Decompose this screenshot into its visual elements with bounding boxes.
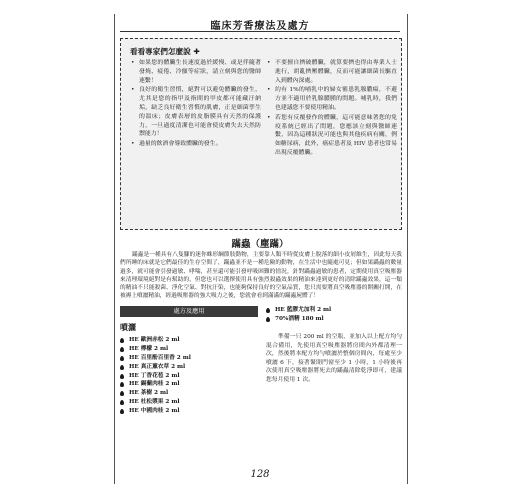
ingredient-label: HE 百里酚百里香 2 ml — [129, 354, 191, 361]
advice-item: • 若您有反覆發作的體臟，這可能意味著您的免疫系統已經出了問題，您應該立刻與醫師連繫，因為這種狀況可能也與其他疾病有關，例如糖尿病，此外，癌症患者及 HIV 患者也常易出現反覆體臟。 — [267, 114, 397, 158]
drop-icon — [120, 338, 124, 343]
drop-icon — [120, 365, 124, 370]
section-title: 蹣蟲（塵蹣） — [231, 239, 289, 250]
drop-icon — [120, 400, 124, 405]
header-rule — [120, 31, 400, 32]
ingredient-label: HE 藍膠尤加利 2 ml — [275, 307, 332, 313]
expert-advice-right-column — [267, 59, 397, 159]
running-head: 臨床芳香療法及處方 — [210, 21, 310, 32]
expert-advice-left-column — [131, 59, 261, 150]
ingredient-label: HE 歐洲赤松 2 ml — [129, 337, 180, 343]
ingredient-label: HE 中國肉桂 2 ml — [129, 408, 180, 415]
ingredient-list-left — [120, 336, 258, 416]
drop-icon — [266, 308, 270, 313]
page-number: 128 — [250, 469, 270, 480]
advice-item: • 良好的衛生習慣，絕對可以避免體臟的發生，尤其是您的指甲及指間的甲皮都可能藏汙納垢，缺乏良好衛生習慣的肌膚，正是細菌孳生的溫床；皮膚表層的皮脂膜具有天然的保護力，一旦過度清潔也可能會使皮膚失去天然防禦能力！ — [131, 86, 261, 139]
advice-item: • 如果您的體臟生長速度過於緩慢、或是伴隨著發燒、疲倦、冷顫等症狀，請立刻與您的醫師連繫！ — [131, 59, 261, 85]
recipe-instructions: 準備一只 200 ml 的空瓶，並加入以上配方均勻混合備用，先使用真空吸塵器將房間內外都清理一次，然後將本配方均勻噴灑於整個房間內，每處至少噴灑 6 下，接著緊閉門窗至少 1 小時，1 小時後再次使用真空吸塵器將死去的蹣蟲清除乾淨即可，建議您每月使用 1 次。 — [266, 334, 402, 383]
advice-item: • 約有 1%的哺乳中的婦女罹患乳腺膿瘍，不避方並不適用於乳腺膿腫的問題。哺乳時，我們也建議您不要使用精油。 — [267, 86, 397, 112]
drop-icon — [120, 382, 124, 387]
recipe-header: 處方及應用 — [120, 306, 258, 317]
ingredient-item — [120, 363, 258, 372]
ingredient-item — [120, 389, 258, 398]
drop-icon — [120, 391, 124, 396]
ingredient-list-right — [266, 306, 402, 324]
ingredient-label: HE 丁香花苞 2 ml — [129, 372, 180, 379]
recipe-method-title: 噴灑 — [120, 323, 136, 332]
page-edge-left — [114, 14, 115, 484]
ingredient-item — [266, 315, 402, 324]
advice-item: • 不要擅自擠破體臟，就算要擠也得由專業人士進行，胡亂擠壓體臟，反而可能讓細菌長驅直入到體內深處。 — [267, 59, 397, 85]
drop-icon — [266, 317, 270, 322]
ingredient-item — [120, 380, 258, 389]
ingredient-item — [120, 336, 258, 345]
ingredient-item — [120, 407, 258, 416]
ingredient-label: HE 真正薰衣草 2 ml — [129, 363, 186, 370]
drop-icon — [120, 409, 124, 414]
ingredient-label: HE 杜松漿果 2 ml — [129, 399, 180, 406]
ingredient-item — [120, 345, 258, 354]
intro-paragraph: 蹣蟲是一種具有八隻腳的迷你蛛形綱節肢動物，主要靠人類不時從皮膚上脫落的細小皮屑維生，因此每天我們所睡的床就是它們最佳的生存空間了，蹣蟲並不是一種危險的動物，在生活中也隨處可見；但如果蹣蟲的數量過多，就可能會引發過敏、哮喘，甚至還可能引發呼吸困難的情況，針對蹣蟲過敏的患者，定期使用真空吸塵器來清理環境絕對是有幫助的，但您也可以選擇使用具有強烈殺蟲效果的精油來達到更好的清除蹣蟲效果，這一類的精油不只能殺菌、淨化空氣、對抗汙染，也能夠保持良好的空氣品質，您只需要將真空吸塵器的開關打開，在被褥上噴灑精油，經過吸塵器的強大吸力之後，您就會看到滿滿的蹣蟲屍體了！ — [120, 252, 402, 300]
ingredient-label: HE 錫蘭肉桂 2 ml — [129, 381, 180, 388]
ingredient-label: HE 茶樹 2 ml — [129, 390, 169, 397]
ingredient-label: 70%酒精 180 ml — [275, 315, 324, 322]
advice-item: • 過量的飲酒會導致體臟的發生。 — [131, 140, 261, 149]
drop-icon — [120, 374, 124, 379]
ingredient-item — [120, 354, 258, 363]
ingredient-item — [120, 372, 258, 381]
expert-advice-box — [120, 38, 402, 230]
ingredient-item — [266, 306, 402, 315]
page-edge-right — [407, 14, 408, 484]
ingredient-item — [120, 398, 258, 407]
ingredient-label: HE 檸檬 2 ml — [129, 345, 169, 352]
drop-icon — [120, 347, 124, 352]
drop-icon — [120, 356, 124, 361]
expert-advice-title: 看看專家們怎麼說 ✚ — [130, 47, 200, 56]
